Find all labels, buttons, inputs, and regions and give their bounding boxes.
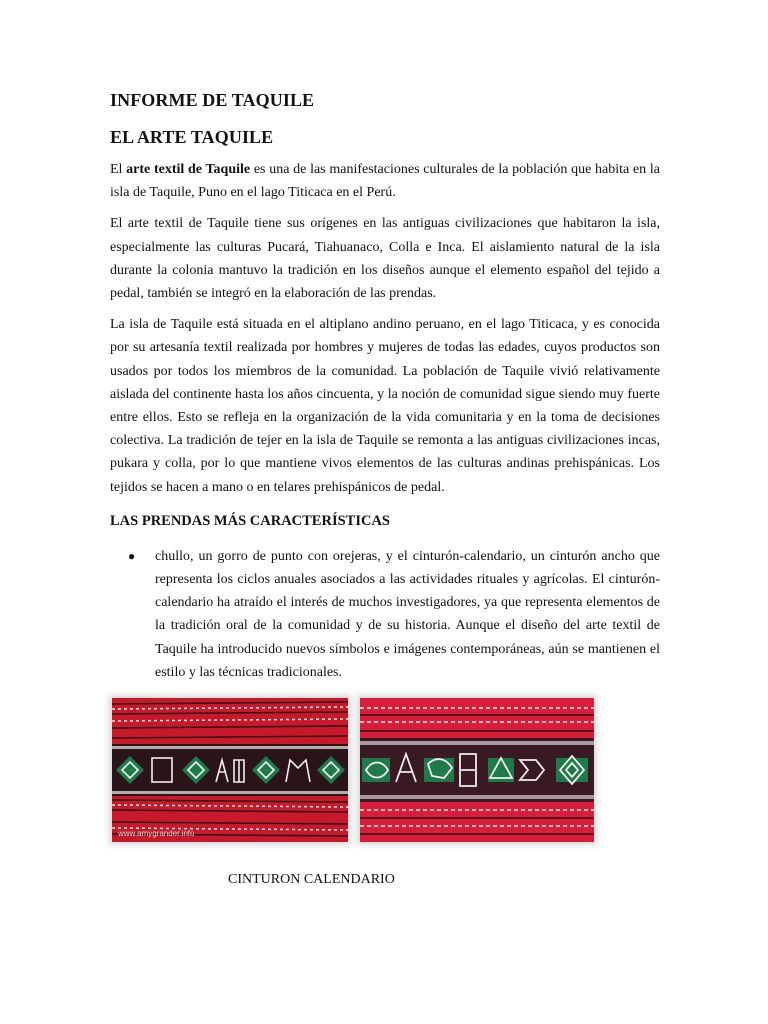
paragraph-island: La isla de Taquile está situada en el altiplano andino peruano, en el lago Titicaca, y es conocida por su artesanía textil realizada por hombres y mujeres de todas las edades, cuyos productos son usados por todos los miembros de la comunidad. La población de Taquile vivió relativamente aislada del continente hasta los años cincuenta, y la noción de comunidad sigue siendo muy fuerte entre ellos. Esto se refleja en la organización de la vida comunitaria y en la toma de decisiones colectiva. La tradición de tejer en la isla de Taquile se remonta a las antiguas civilizaciones incas, pukara y colla, por lo que mantiene vivos elementos de las culturas andinas prehispánicas. Los tejidos se hacen a mano o en telares prehispánicos de pedal. bbox=[110, 317, 660, 495]
textile-image-right bbox=[360, 698, 594, 842]
bullet-icon: ● bbox=[128, 548, 136, 563]
textile-belt-right-graphic bbox=[360, 698, 594, 842]
paragraph-intro bbox=[110, 158, 660, 204]
document-page bbox=[110, 88, 660, 684]
textile-belt-left-graphic bbox=[112, 698, 348, 842]
image-watermark: www.amygrander.info bbox=[118, 829, 195, 838]
paragraph-intro-bold: arte textil de Taquile bbox=[126, 162, 251, 177]
image-caption: CINTURON CALENDARIO bbox=[228, 872, 395, 887]
textile-images bbox=[112, 698, 598, 842]
document-title: INFORME DE TAQUILE bbox=[110, 90, 315, 110]
paragraph-intro-rest: es una de las manifestaciones culturales de la población que habita en la isla de Taquile, Puno en el lago Titicaca en el Perú. bbox=[110, 162, 660, 201]
list-item-text: chullo, un gorro de punto con orejeras, y el cinturón-calendario, un cinturón ancho que representa los ciclos anuales asociados a las actividades rituales y agrícolas. El cinturón-calendario ha atraído el interés de muchos investigadores, ya que representa elementos de la tradición oral de la comunidad y de su historia. Aunque el diseño del arte textil de Taquile ha introducido nuevos símbolos e imágenes contemporáneas, aún se mantienen el estilo y las técnicas tradicionales. bbox=[155, 548, 660, 680]
textile-image-left bbox=[112, 698, 348, 842]
bullet-list bbox=[110, 545, 660, 684]
document-subtitle: EL ARTE TAQUILE bbox=[110, 127, 274, 147]
section-heading: LAS PRENDAS MÁS CARACTERÍSTICAS bbox=[110, 512, 390, 529]
paragraph-origins: El arte textil de Taquile tiene sus orígenes en las antiguas civilizaciones que habitaron la isla, especialmente las culturas Pucará, Tiahuanaco, Colla e Inca. El aislamiento natural de la isla durante la colonia mantuvo la tradición en los diseños aunque el elemento español del tejido a pedal, también se integró en la elaboración de las prendas. bbox=[110, 216, 660, 302]
paragraph-intro-lead: El bbox=[110, 162, 127, 177]
list-item bbox=[128, 545, 660, 684]
